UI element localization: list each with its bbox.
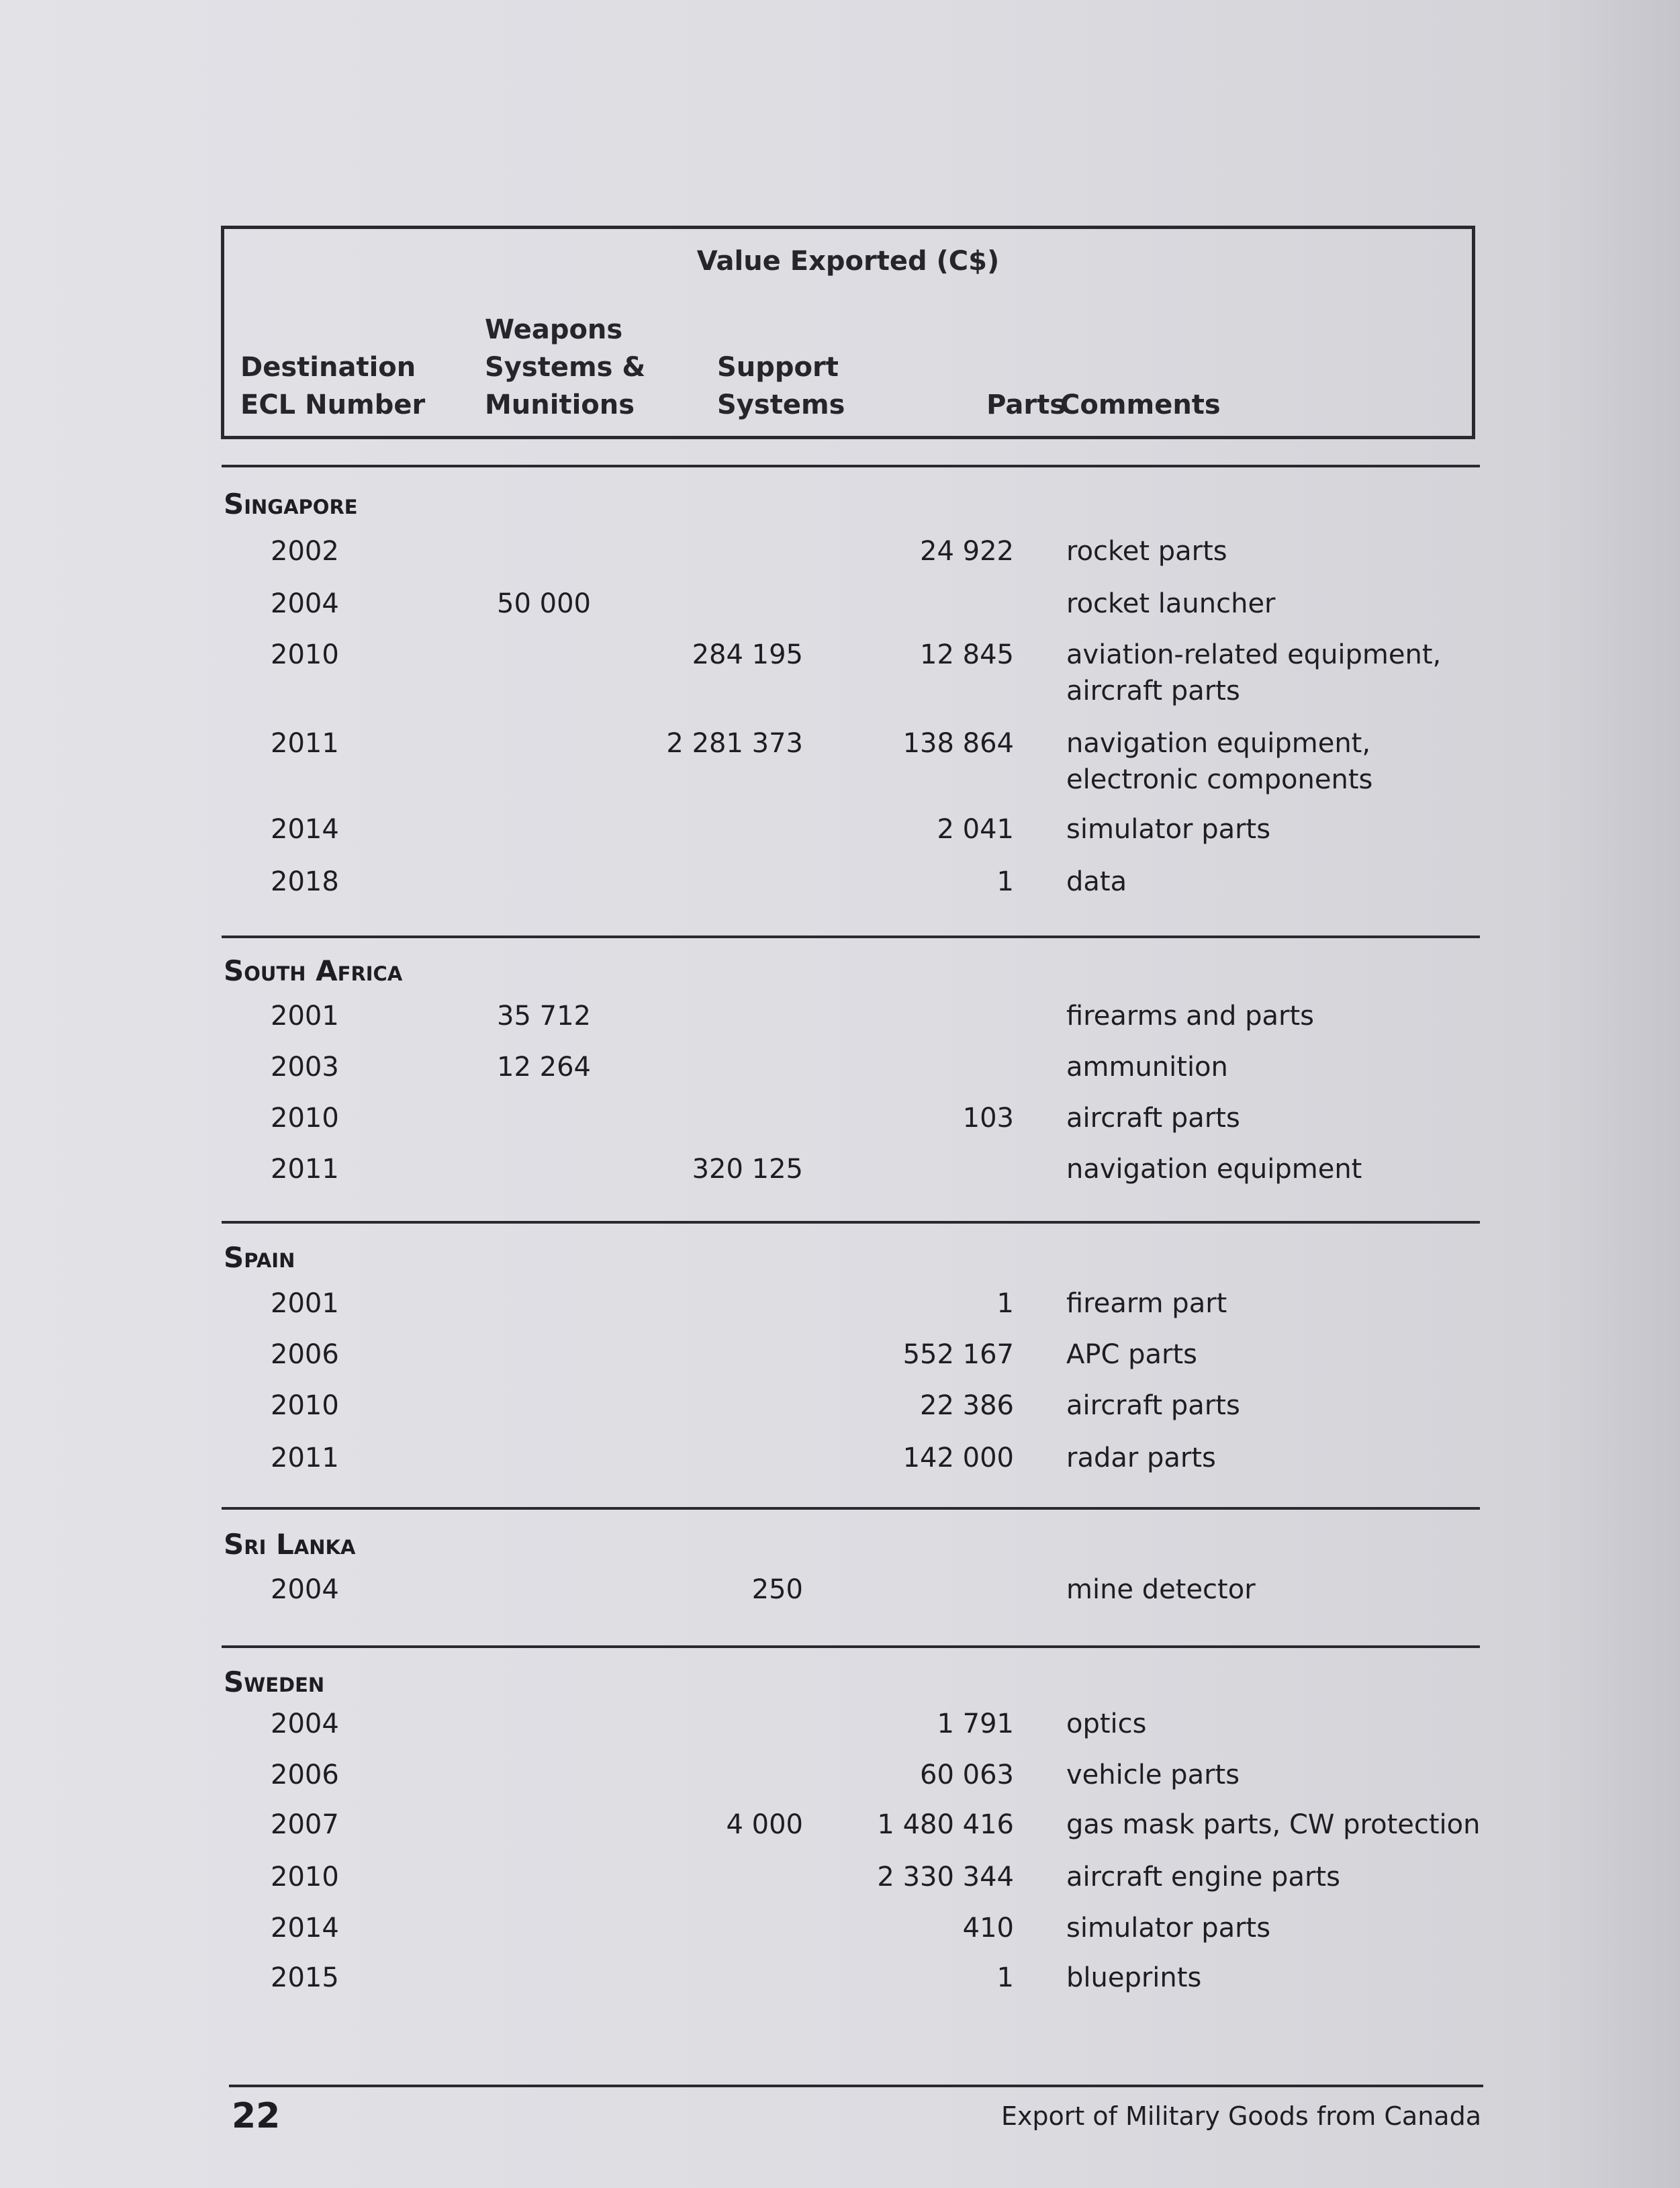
year-cell: 2010: [271, 1390, 339, 1421]
parts-cell: 1: [996, 866, 1014, 897]
year-cell: 2004: [271, 1574, 339, 1605]
year-cell: 2001: [271, 1288, 339, 1319]
table-row: [0, 998, 1680, 1038]
year-cell: 2001: [271, 1001, 339, 1032]
comments-cell: data: [1066, 866, 1127, 897]
comments-cell: aviation-related equipment, aircraft parts: [1066, 639, 1442, 706]
parts-cell: 2 330 344: [877, 1862, 1014, 1893]
comments-cell: gas mask parts, CW protection: [1066, 1809, 1481, 1840]
comments-cell: firearms and parts: [1066, 1001, 1314, 1032]
table-row: [0, 1859, 1680, 1899]
support-cell: 250: [751, 1574, 803, 1605]
section-divider: [222, 1507, 1480, 1510]
table-row: [0, 1387, 1680, 1428]
weapons-cell: 50 000: [497, 588, 591, 619]
support-cell: 4 000: [726, 1809, 803, 1840]
year-cell: 2003: [271, 1052, 339, 1083]
parts-cell: 142 000: [902, 1443, 1014, 1473]
comments-cell: APC parts: [1066, 1339, 1197, 1370]
comments-cell: aircraft engine parts: [1066, 1862, 1340, 1893]
comments-cell: rocket parts: [1066, 536, 1227, 567]
parts-cell: 12 845: [920, 639, 1014, 670]
year-cell: 2015: [271, 1962, 339, 1993]
parts-cell: 138 864: [902, 728, 1014, 759]
page-number: 22: [232, 2096, 281, 2136]
weapons-cell: 12 264: [497, 1052, 591, 1083]
section-divider: [222, 936, 1480, 938]
comments-cell: simulator parts: [1066, 1913, 1271, 1944]
support-cell: 2 281 373: [666, 728, 803, 759]
header-destination: Destination ECL Number: [240, 352, 426, 420]
comments-cell: mine detector: [1066, 1574, 1256, 1605]
year-cell: 2014: [271, 814, 339, 845]
year-cell: 2006: [271, 1339, 339, 1370]
table-row: [0, 1757, 1680, 1797]
table-header: [221, 226, 1475, 439]
comments-cell: navigation equipment, electronic components: [1066, 728, 1373, 795]
year-cell: 2010: [271, 1103, 339, 1134]
comments-cell: aircraft parts: [1066, 1103, 1240, 1134]
table-row: [0, 725, 1680, 795]
header-support: Support Systems: [717, 352, 845, 420]
comments-cell: navigation equipment: [1066, 1154, 1362, 1185]
support-cell: 320 125: [692, 1154, 803, 1185]
parts-cell: 22 386: [920, 1390, 1014, 1421]
parts-cell: 1: [996, 1962, 1014, 1993]
footer-divider: [229, 2085, 1483, 2087]
table-row: [0, 811, 1680, 852]
table-row: [0, 1440, 1680, 1480]
year-cell: 2018: [271, 866, 339, 897]
year-cell: 2014: [271, 1913, 339, 1944]
header-comments: Comments: [1060, 390, 1221, 420]
year-cell: 2006: [271, 1760, 339, 1790]
year-cell: 2004: [271, 1708, 339, 1739]
header-value-exported: Value Exported (C$): [696, 246, 1000, 277]
table-row: [0, 1049, 1680, 1089]
section-title: Singapore: [224, 488, 358, 520]
table-row: [0, 1151, 1680, 1191]
section-divider: [222, 465, 1480, 467]
year-cell: 2007: [271, 1809, 339, 1840]
table-row: [0, 1960, 1680, 2000]
year-cell: 2011: [271, 1443, 339, 1473]
section-title: Spain: [224, 1241, 295, 1274]
year-cell: 2010: [271, 1862, 339, 1893]
comments-cell: optics: [1066, 1708, 1147, 1739]
table-row: [0, 1285, 1680, 1326]
parts-cell: 552 167: [902, 1339, 1014, 1370]
header-weapons: Weapons Systems & Munitions: [485, 314, 646, 420]
year-cell: 2004: [271, 588, 339, 619]
parts-cell: 1 480 416: [877, 1809, 1014, 1840]
table-row: [0, 1336, 1680, 1377]
table-row: [0, 533, 1680, 574]
comments-cell: firearm part: [1066, 1288, 1227, 1319]
table-row: [0, 1910, 1680, 1950]
parts-cell: 410: [962, 1913, 1014, 1944]
section-title: Sri Lanka: [224, 1528, 356, 1561]
parts-cell: 24 922: [920, 536, 1014, 567]
table-row: [0, 1571, 1680, 1612]
section-title: Sweden: [224, 1666, 325, 1698]
comments-cell: radar parts: [1066, 1443, 1216, 1473]
table-row: [0, 1100, 1680, 1140]
publication-title: Export of Military Goods from Canada: [1000, 2101, 1481, 2131]
comments-cell: vehicle parts: [1066, 1760, 1240, 1790]
parts-cell: 2 041: [937, 814, 1014, 845]
table-row: [0, 637, 1680, 706]
parts-cell: 103: [962, 1103, 1014, 1134]
table-row: [0, 1706, 1680, 1746]
year-cell: 2010: [271, 639, 339, 670]
header-parts: Parts: [986, 390, 1066, 420]
comments-cell: simulator parts: [1066, 814, 1271, 845]
table-row: [0, 586, 1680, 626]
comments-cell: ammunition: [1066, 1052, 1228, 1083]
parts-cell: 1: [996, 1288, 1014, 1319]
section-divider: [222, 1221, 1480, 1224]
year-cell: 2002: [271, 536, 339, 567]
parts-cell: 1 791: [937, 1708, 1014, 1739]
section-divider: [222, 1645, 1480, 1648]
comments-cell: aircraft parts: [1066, 1390, 1240, 1421]
year-cell: 2011: [271, 728, 339, 759]
table-row: [0, 1807, 1680, 1847]
comments-cell: rocket launcher: [1066, 588, 1276, 619]
support-cell: 284 195: [692, 639, 803, 670]
weapons-cell: 35 712: [497, 1001, 591, 1032]
table-row: [0, 864, 1680, 904]
comments-cell: blueprints: [1066, 1962, 1202, 1993]
parts-cell: 60 063: [920, 1760, 1014, 1790]
year-cell: 2011: [271, 1154, 339, 1185]
section-title: South Africa: [224, 954, 403, 987]
